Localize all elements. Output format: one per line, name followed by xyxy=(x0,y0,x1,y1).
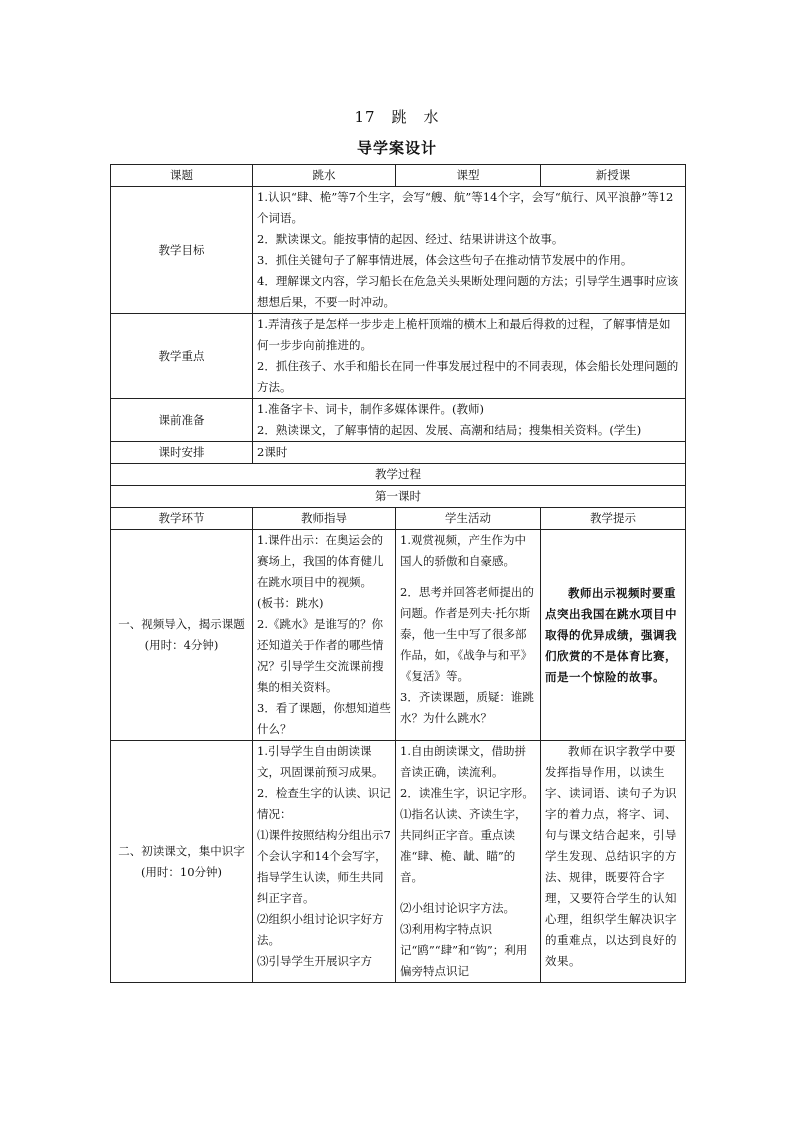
type-value: 新授课 xyxy=(541,165,686,187)
key-point-item: 2．抓住孩子、水手和船长在同一件事发展过程中的不同表现，体会船长处理问题的方法。 xyxy=(257,359,679,394)
teacher-item: ⑴课件按照结构分组出示7个会认字和14个会写字，指导学生认读，师生共同纠正字音。 xyxy=(257,828,391,905)
key-points-label: 教学重点 xyxy=(111,314,253,399)
teacher-guidance xyxy=(253,530,396,741)
student-item: 1.自由朗读课文，借助拼音读正确，读流利。 xyxy=(400,744,526,779)
step-name-cell xyxy=(111,741,253,983)
student-item: ⑶利用构字特点识记“鸥”“肆”和“钩”；利用偏旁特点识记 xyxy=(400,922,528,978)
step-name: 一、视频导入，揭示课题 xyxy=(118,617,245,631)
student-activity xyxy=(396,741,541,983)
lesson-heading-row xyxy=(111,486,686,508)
column-header: 学生活动 xyxy=(396,508,541,530)
step-name: 二、初读课文，集中识字 xyxy=(118,843,245,858)
topic-label: 课题 xyxy=(111,165,253,187)
key-points-content xyxy=(253,314,686,399)
lesson-plan-table xyxy=(110,164,686,983)
lesson-title: 17 跳 水 xyxy=(354,108,440,126)
teacher-item: (板书：跳水) xyxy=(257,596,324,610)
column-header: 教学提示 xyxy=(541,508,686,530)
hint-text: 教师在识字教学中要发挥指导作用，以读生字、读词语、读句子为识字的着力点，将字、词、句与课文结合起来，引导学生发现、总结识字的方法、规律，既要符合字理，又要符合学生的认知心理，组织学生解决识字的重难点，以达到良好的效果。 xyxy=(545,744,677,968)
goal-item: 4．理解课文内容，学习船长在危急关头果断处理问题的方法；引导学生遇事时应该想想后果，不要一时冲动。 xyxy=(257,274,679,309)
prep-item: 2．熟读课文，了解事情的起因、发展、高潮和结局；搜集相关资料。(学生) xyxy=(257,423,642,437)
teacher-item: 3．看了课题，你想知道些什么？ xyxy=(257,701,391,736)
teacher-item: 2．检查生字的认读、识记情况： xyxy=(257,786,391,821)
process-columns-row xyxy=(111,508,686,530)
prep-row xyxy=(111,399,686,442)
teacher-item: 1.引导学生自由朗读课文，巩固课前预习成果。 xyxy=(257,744,384,779)
prep-label: 课前准备 xyxy=(111,399,253,442)
process-heading: 教学过程 xyxy=(111,464,686,486)
student-item: 2．读准生字，识记字形。 xyxy=(400,786,534,800)
prep-content xyxy=(253,399,686,442)
teaching-hint xyxy=(541,530,686,741)
goals-label: 教学目标 xyxy=(111,187,253,314)
time-value: 2课时 xyxy=(253,442,686,464)
step-duration: (用时：10分钟) xyxy=(140,864,223,879)
student-item: 2．思考并回答老师提出的问题。作者是列夫·托尔斯泰，他一生中写了很多部作品，如，《战争与和平》《复活》等。 xyxy=(400,585,534,683)
student-item: ⑴指名认读、齐读生字，共同纠正字音。重点读准“肆、桅、龇、瞄”的音。 xyxy=(400,807,527,884)
step-row xyxy=(111,741,686,983)
student-item: 3．齐读课题，质疑：谁跳水？为什么跳水？ xyxy=(400,690,534,725)
hint-text: 教师出示视频时要重点突出我国在跳水项目中取得的优异成绩，强调我们欣赏的不是体育比赛，而是一个惊险的故事。 xyxy=(545,585,677,684)
goal-item: 2．默读课文。能按事情的起因、经过、结果讲讲这个故事。 xyxy=(257,232,564,246)
lesson-heading: 第一课时 xyxy=(111,486,686,508)
topic-row xyxy=(111,165,686,187)
teacher-item: 2.《跳水》是谁写的？你还知道关于作者的哪些情况？引导学生交流课前搜集的相关资料。 xyxy=(257,617,384,694)
time-row xyxy=(111,442,686,464)
student-activity xyxy=(396,530,541,741)
goals-content xyxy=(253,187,686,314)
key-point-item: 1.弄清孩子是怎样一步步走上桅杆顶端的横木上和最后得救的过程，了解事情是如何一步步向前推进的。 xyxy=(257,317,671,352)
student-item: ⑵小组讨论识字方法。 xyxy=(400,901,515,915)
teacher-guidance xyxy=(253,741,396,983)
step-duration: (用时：4分钟) xyxy=(144,638,219,652)
key-points-row xyxy=(111,314,686,399)
goal-item: 3．抓住关键句子了解事情进展，体会这些句子在推动情节发展中的作用。 xyxy=(257,253,633,267)
column-header: 教师指导 xyxy=(253,508,396,530)
student-item: 1.观赏视频，产生作为中国人的骄傲和自豪感。 xyxy=(400,533,526,568)
goals-row xyxy=(111,187,686,314)
teaching-hint xyxy=(541,741,686,983)
goal-item: 1.认识“肆、桅”等7个生字，会写“艘、航”等14个字，会写“航行、风平浪静”等12个词语。 xyxy=(257,190,674,225)
prep-item: 1.准备字卡、词卡，制作多媒体课件。(教师) xyxy=(257,402,484,416)
step-name-cell xyxy=(111,530,253,741)
type-label: 课型 xyxy=(396,165,541,187)
teacher-item: ⑶引导学生开展识字方 xyxy=(257,954,372,968)
step-row xyxy=(111,530,686,741)
teacher-item: ⑵组织小组讨论识字好方法。 xyxy=(257,912,384,947)
topic-value: 跳水 xyxy=(253,165,396,187)
column-header: 教学环节 xyxy=(111,508,253,530)
process-heading-row xyxy=(111,464,686,486)
time-label: 课时安排 xyxy=(111,442,253,464)
teacher-item: 1.课件出示：在奥运会的赛场上，我国的体育健儿在跳水项目中的视频。 xyxy=(257,533,384,589)
design-subtitle: 导学案设计 xyxy=(356,139,437,157)
